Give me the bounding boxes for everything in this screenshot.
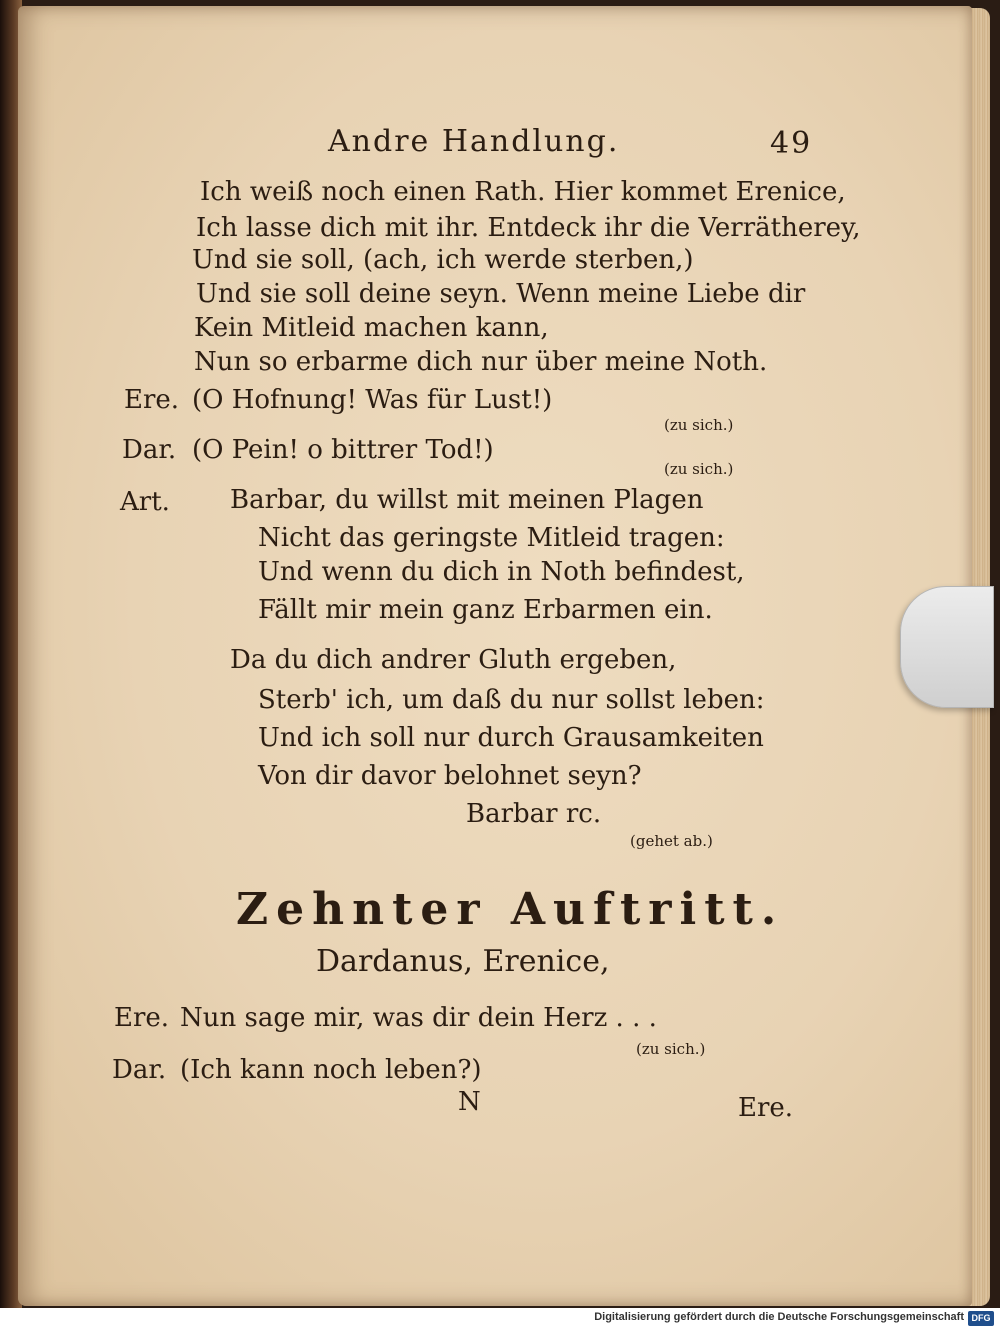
speaker-dar: Dar.	[122, 435, 177, 465]
text-line-6: Nun so erbarme dich nur über meine Noth.	[194, 347, 768, 377]
catchword: Ere.	[738, 1093, 794, 1123]
speaker-ere: Ere.	[124, 385, 180, 415]
page-number: 49	[770, 126, 813, 161]
aria-line-2: Nicht das geringste Mitleid tragen:	[258, 523, 725, 553]
text-line-4: Und sie soll deine seyn. Wenn meine Liebe dir	[196, 279, 806, 309]
stage-direction-aside: (zu sich.)	[664, 416, 734, 434]
dfg-credit: Digitalisierung gefördert durch die Deutsche Forschungsgemeinschaft	[594, 1311, 964, 1323]
aria-line-3: Und wenn du dich in Noth befindest,	[258, 557, 745, 587]
speaker-art: Art.	[120, 487, 170, 517]
text-line-1: Ich weiß noch einen Rath. Hier kommet Erenice,	[200, 177, 846, 207]
dfg-logo: DFG	[968, 1311, 994, 1326]
aria-line-1: Barbar, du willst mit meinen Plagen	[230, 485, 704, 515]
exit-direction: (gehet ab.)	[630, 832, 713, 850]
speaker-dar: Dar.	[112, 1055, 167, 1085]
aria-line-7: Und ich soll nur durch Grausamkeiten	[258, 723, 764, 753]
speaker-ere: Ere.	[114, 1003, 170, 1033]
speech-ere: (O Hofnung! Was für Lust!)	[192, 385, 553, 415]
speech-dar: (Ich kann noch leben?)	[180, 1055, 482, 1085]
speech-ere: Nun sage mir, was dir dein Herz . . .	[180, 1003, 657, 1033]
scene-characters: Dardanus, Erenice,	[316, 944, 610, 979]
aria-line-6: Sterb' ich, um daß du nur sollst leben:	[258, 685, 765, 715]
stage-direction-aside: (zu sich.)	[636, 1040, 706, 1058]
running-head: Andre Handlung.	[328, 124, 620, 159]
da-capo-mark: Barbar rc.	[466, 799, 602, 829]
scene-title: Zehnter Auftritt.	[236, 884, 785, 935]
page-clip	[900, 586, 994, 708]
stage-direction-aside: (zu sich.)	[664, 460, 734, 478]
aria-line-5: Da du dich andrer Gluth ergeben,	[230, 645, 677, 675]
text-line-2: Ich lasse dich mit ihr. Entdeck ihr die Verrätherey,	[196, 213, 861, 243]
speech-dar: (O Pein! o bittrer Tod!)	[192, 435, 494, 465]
signature-mark: N	[458, 1087, 481, 1117]
aria-line-4: Fällt mir mein ganz Erbarmen ein.	[258, 595, 713, 625]
text-line-3: Und sie soll, (ach, ich werde sterben,)	[192, 245, 694, 275]
credit-bar	[0, 1308, 1000, 1330]
aria-line-8: Von dir davor belohnet seyn?	[258, 761, 642, 791]
text-line-5: Kein Mitleid machen kann,	[194, 313, 549, 343]
